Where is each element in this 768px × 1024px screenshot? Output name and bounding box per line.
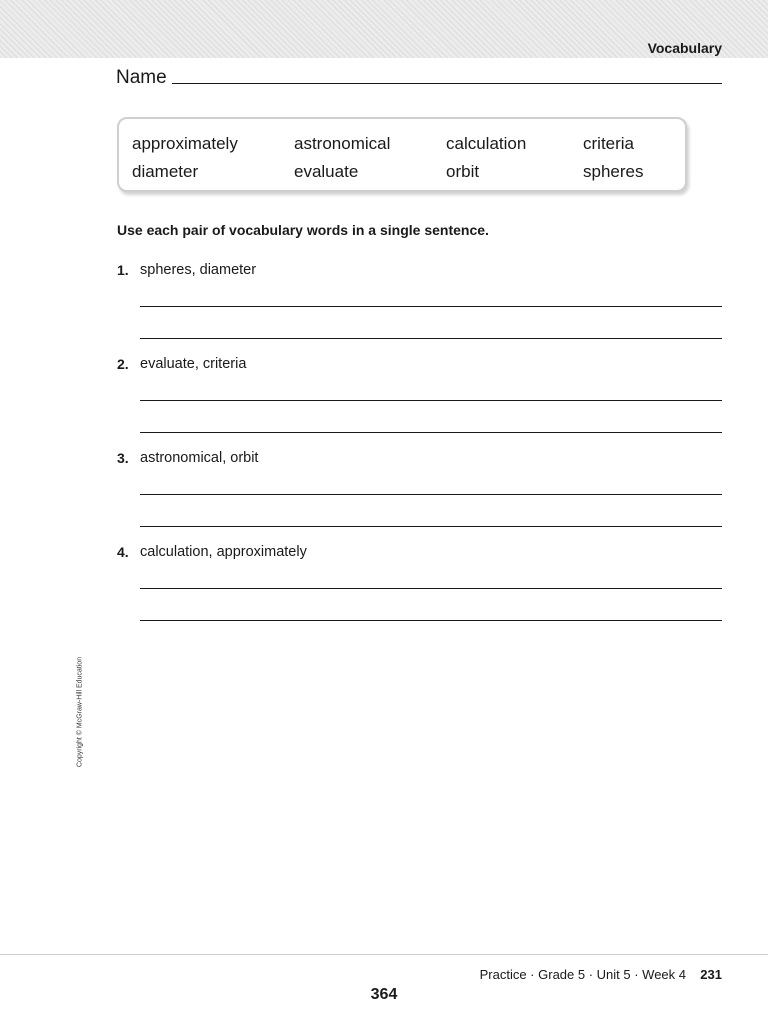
word-bank-item: evaluate — [294, 162, 359, 181]
question-1 — [117, 262, 722, 342]
question-prompt: evaluate, criteria — [140, 356, 247, 372]
word-bank-item: approximately — [132, 134, 238, 153]
question-number: 1. — [117, 262, 129, 278]
answer-line[interactable] — [140, 306, 722, 307]
question-number: 4. — [117, 544, 129, 560]
footer-course-info: Practice · Grade 5 · Unit 5 · Week 4 — [479, 967, 686, 982]
question-prompt: spheres, diameter — [140, 262, 257, 278]
word-bank — [117, 117, 687, 192]
name-field — [116, 67, 722, 89]
answer-line[interactable] — [140, 400, 722, 401]
page-number: 364 — [370, 986, 398, 1003]
word-bank-item: criteria — [583, 134, 635, 153]
word-bank-item: spheres — [583, 162, 644, 181]
question-number: 2. — [117, 356, 129, 372]
word-bank-item: orbit — [446, 162, 480, 181]
answer-line[interactable] — [140, 338, 722, 339]
answer-line[interactable] — [140, 620, 722, 621]
copyright-notice: Copyright © McGraw-Hill Education — [76, 656, 84, 768]
question-prompt: astronomical, orbit — [140, 450, 259, 466]
name-label: Name — [116, 67, 167, 88]
question-number: 3. — [117, 450, 129, 466]
section-label: Vocabulary — [647, 40, 722, 56]
instructions: Use each pair of vocabulary words in a single sentence. — [117, 222, 489, 238]
name-write-line[interactable] — [172, 83, 722, 84]
word-bank-item: calculation — [446, 134, 527, 153]
answer-line[interactable] — [140, 526, 722, 527]
question-3 — [117, 450, 722, 530]
question-4 — [117, 544, 722, 624]
word-bank-item: diameter — [132, 162, 199, 181]
footer-divider — [0, 954, 768, 955]
word-bank-item: astronomical — [294, 134, 391, 153]
answer-line[interactable] — [140, 588, 722, 589]
answer-line[interactable] — [140, 494, 722, 495]
footer-page-number: 231 — [700, 967, 722, 982]
question-prompt: calculation, approximately — [140, 544, 307, 560]
question-2 — [117, 356, 722, 436]
answer-line[interactable] — [140, 432, 722, 433]
